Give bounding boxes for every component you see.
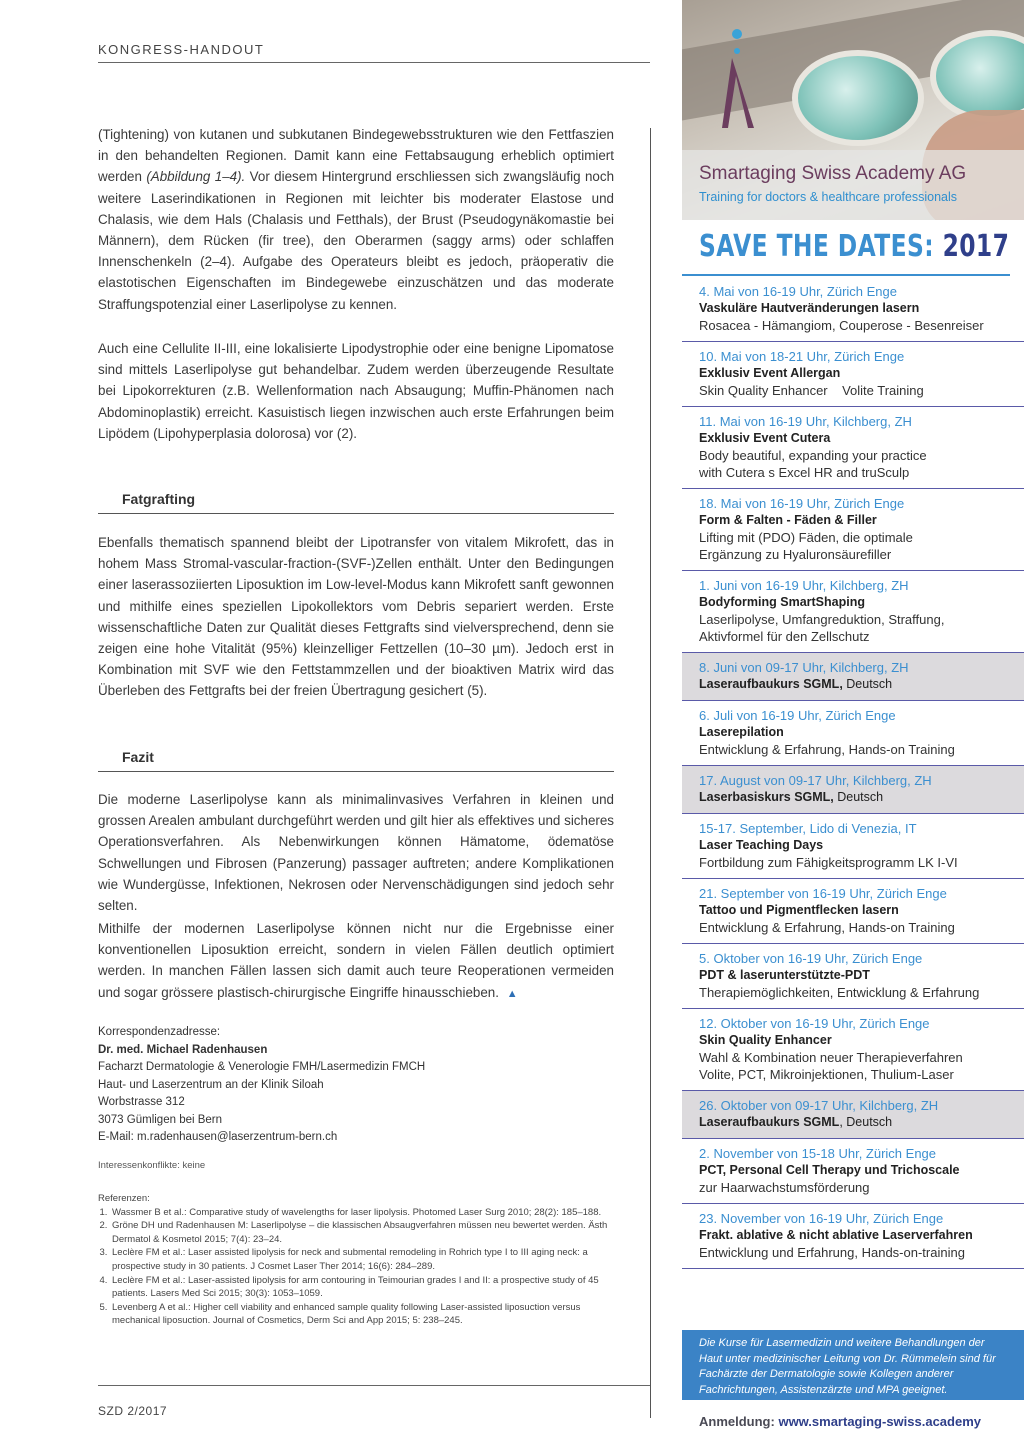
event-list bbox=[682, 277, 1024, 1269]
logo-dot-icon bbox=[732, 29, 742, 39]
event-title-line bbox=[699, 430, 1014, 447]
fazit-paragraph-2 bbox=[98, 918, 614, 1005]
reference-item: 4. Leclère FM et al.: Laser-assisted lipolysis for arm contouring in Teimourian grades I and II: a prospective study of 45 patients. Lasers Med Sci 2015; 30(3): 1053–1059. bbox=[110, 1274, 614, 1301]
address-label: Korrespondenzadresse: bbox=[98, 1026, 221, 1038]
event-title: Vaskuläre Hautveränderungen lasern bbox=[699, 301, 920, 315]
running-head: KONGRESS-HANDOUT bbox=[98, 42, 265, 57]
cellulite-paragraph bbox=[98, 338, 614, 444]
intro-text-2: Vor diesem Hintergrund erschliessen sich zwangsläufig noch weitere Laserindikationen in Regionen mit leichter bis moderater Elastose und Chalasis, wie dem Hals (Chalasis und Fetthals), der Brust (Pseudogynäkomastie bei Männern), dem Rücken (fir tree), den Oberarmen (saggy arms) oder schlaffen Innenschenkeln (2–4). Aufgabe des Operateurs bleibt es jedoch, präoperativ die elastotischen Eigenschaften im Bindegewebe einzuschätzen und das moderate Straffungspotenzial einer Laserlipolyse zu kennen. bbox=[98, 169, 615, 312]
address-street: Worbstrasse 312 bbox=[98, 1096, 185, 1108]
event-title: Exklusiv Event Allergan bbox=[699, 366, 841, 380]
event-item bbox=[682, 766, 1024, 814]
event-date: 12. Oktober von 16-19 Uhr, Zürich Enge bbox=[699, 1016, 930, 1031]
address-email[interactable]: E-Mail: m.radenhausen@laserzentrum-bern.ch bbox=[98, 1131, 338, 1143]
event-date: 2. November von 15-18 Uhr, Zürich Enge bbox=[699, 1146, 937, 1161]
event-title: Exklusiv Event Cutera bbox=[699, 431, 831, 445]
event-title-line bbox=[699, 1114, 1014, 1131]
event-title: PDT & laserunterstützte-PDT bbox=[699, 968, 870, 982]
save-title-text: SAVE THE DATES: bbox=[699, 229, 935, 264]
brand-tagline: Training for doctors & healthcare professionals bbox=[699, 190, 958, 204]
fatgrafting-heading-text: Fatgrafting bbox=[122, 491, 196, 507]
event-title: Form & Falten - Fäden & Filler bbox=[699, 513, 877, 527]
event-title-line bbox=[699, 512, 1014, 529]
event-title-line bbox=[699, 789, 1014, 806]
event-title: Laseraufbaukurs SGML bbox=[699, 1115, 840, 1129]
event-date: 1. Juni von 16-19 Uhr, Kilchberg, ZH bbox=[699, 578, 909, 593]
event-description: Entwicklung und Erfahrung, Hands-on-training bbox=[699, 1245, 965, 1260]
save-title-rule bbox=[682, 274, 1010, 276]
header-rule bbox=[98, 62, 650, 63]
event-item bbox=[682, 1139, 1024, 1204]
event-title: Laserepilation bbox=[699, 725, 784, 739]
intro-paragraph bbox=[98, 124, 614, 315]
event-title-line bbox=[699, 1032, 1014, 1049]
event-item bbox=[682, 879, 1024, 944]
event-description: Entwicklung & Erfahrung, Hands-on Training bbox=[699, 742, 955, 757]
reference-item: 5. Levenberg A et al.: Higher cell viability and enhanced sample quality following Laser-assisted liposuction versus mechanical liposuction. Journal of Cosmetics, Derm Sci and App 2015; 5: 238–245. bbox=[110, 1301, 614, 1328]
logo-dot-small-icon bbox=[734, 48, 740, 54]
end-mark-icon: ▲ bbox=[506, 987, 518, 1000]
event-title-line bbox=[699, 300, 1014, 317]
academy-logo-icon bbox=[704, 58, 764, 128]
event-description: Therapiemöglichkeiten, Entwicklung & Erfahrung bbox=[699, 985, 980, 1000]
event-description: Lifting mit (PDO) Fäden, die optimale Ergänzung zu Hyaluronsäurefiller bbox=[699, 530, 913, 562]
goggle-lens-left bbox=[792, 50, 924, 146]
event-date: 5. Oktober von 16-19 Uhr, Zürich Enge bbox=[699, 951, 923, 966]
address-city: 3073 Gümligen bei Bern bbox=[98, 1113, 223, 1126]
event-title: Frakt. ablative & nicht ablative Laserverfahren bbox=[699, 1228, 973, 1242]
event-date: 17. August von 09-17 Uhr, Kilchberg, ZH bbox=[699, 773, 932, 788]
save-the-dates-title bbox=[699, 229, 1009, 264]
issue-footer: SZD 2/2017 bbox=[98, 1404, 168, 1418]
brand-name: Smartaging Swiss Academy AG bbox=[699, 163, 967, 184]
reference-item: 2. Gröne DH und Radenhausen M: Laserlipolyse – die klassischen Absaugverfahren müssen neu bewertet werden. Ästh Dermatol & Kosmetol 2015; 7(4): 23–24. bbox=[110, 1219, 614, 1246]
event-date: 23. November von 16-19 Uhr, Zürich Enge bbox=[699, 1211, 944, 1226]
registration-line bbox=[699, 1414, 981, 1429]
correspondence-address bbox=[98, 1024, 425, 1147]
event-item bbox=[682, 571, 1024, 653]
event-title-line bbox=[699, 1162, 1014, 1179]
fatgrafting-heading bbox=[98, 491, 614, 514]
event-title: Laser Teaching Days bbox=[699, 838, 824, 852]
figure-reference: (Abbildung 1–4). bbox=[146, 169, 246, 185]
address-institution: Haut- und Laserzentrum an der Klinik Siloah bbox=[98, 1078, 324, 1091]
event-item bbox=[682, 489, 1024, 571]
event-item bbox=[682, 277, 1024, 342]
event-title: Laseraufbaukurs SGML, bbox=[699, 677, 843, 691]
event-title-line bbox=[699, 594, 1014, 611]
event-date: 21. September von 16-19 Uhr, Zürich Enge bbox=[699, 886, 947, 901]
fatgrafting-text: Ebenfalls thematisch spannend bleibt der Lipotransfer von vitalem Mikrofett, das in hohem Mass Stromal-vascular-fraction-(SVF-)Zellen enthält. Unter den Bedingungen einer laserassoziierten Liposuktion im Low-level-Modus kann Mikrofett sanft gewonnen und mithilfe eines speziellen Lipokollektors vom Debris separiert werden. Erste wissenschaftliche Daten zur Qualität dieses Fettgrafts sind vielversprechend, denn sie zeigen eine hohe Vitalität (95%) kleinzelliger Fettzellen (10–30 µm). Jedoch erst in Kombination mit SVF wie den Fettstammzellen und der bioaktiven Matrix wird das Überleben des Fettgrafts bei der freien Übertragung gesichert (5). bbox=[98, 535, 614, 699]
event-item bbox=[682, 653, 1024, 701]
event-item bbox=[682, 701, 1024, 766]
event-description: Skin Quality Enhancer Volite Training bbox=[699, 383, 924, 398]
intro-text-1: (Tightening) von kutanen und subkutanen Bindegewebsstrukturen wie den Fettfaszien in den behandelten Regionen. Damit kann eine Fettabsaugung erheblich optimiert werden bbox=[98, 127, 614, 185]
fazit-text-2: Mithilfe der modernen Laserlipolyse können nicht nur die Ergebnisse einer konventionellen Liposuktion erreicht, sondern in vielen Fällen deutlich optimiert werden. In manchen Fällen lassen sich damit auch teure Reoperationen vermeiden und sogar grössere plastisch-chirurgische Eingriffe hinausschieben. bbox=[98, 921, 614, 1000]
fazit-heading bbox=[98, 749, 614, 772]
event-title: Tattoo und Pigmentflecken lasern bbox=[699, 903, 899, 917]
conflict-of-interest: Interessenkonflikte: keine bbox=[98, 1160, 206, 1171]
event-date: 15-17. September, Lido di Venezia, IT bbox=[699, 821, 917, 836]
fazit-heading-text: Fazit bbox=[122, 749, 154, 765]
event-date: 18. Mai von 16-19 Uhr, Zürich Enge bbox=[699, 496, 905, 511]
event-title-line bbox=[699, 365, 1014, 382]
event-item bbox=[682, 1009, 1024, 1091]
references bbox=[98, 1192, 614, 1328]
register-url[interactable]: www.smartaging-swiss.academy bbox=[778, 1414, 981, 1429]
event-title-line bbox=[699, 724, 1014, 741]
cellulite-text: Auch eine Cellulite II-III, eine lokalisierte Lipodystrophie oder eine benigne Lipomatose sind mittels Laserlipolyse gut behandelbar. Zudem werden überzeugende Resultate bei Lipokorrekturen (z.B. Wellenformation nach Absaugung; Muffin-Phänomen nach Abdominoplastik) erreicht. Kasuistisch liegen inzwischen auch erste Erfahrungen beim Lipödem (Lipohyperplasia dolorosa) vor (2). bbox=[98, 341, 614, 441]
event-item bbox=[682, 814, 1024, 879]
register-label: Anmeldung: bbox=[699, 1414, 775, 1429]
save-title-year: 2017 bbox=[942, 229, 1010, 264]
event-description: zur Haarwachstumsförderung bbox=[699, 1180, 870, 1195]
event-language: , Deutsch bbox=[839, 1115, 893, 1129]
event-date: 6. Juli von 16-19 Uhr, Zürich Enge bbox=[699, 708, 896, 723]
event-title-line bbox=[699, 967, 1014, 984]
event-item bbox=[682, 1204, 1024, 1269]
event-date: 11. Mai von 16-19 Uhr, Kilchberg, ZH bbox=[699, 414, 912, 429]
event-title: Bodyforming SmartShaping bbox=[699, 595, 865, 609]
fazit-text-1: Die moderne Laserlipolyse kann als minimalinvasives Verfahren in kleinen und grossen Arealen ambulant durchgeführt werden und gilt hier als effektives und sicheres Operationsverfahren. Als Nebenwirkungen können Hämatome, ödematöse Schwellungen und Fibrosen (Panzerung) passager auftreten; andere Komplikationen wie Wundergüsse, Infektionen, Nekrosen oder Nervenschädigungen sind jedoch sehr selten. bbox=[98, 792, 614, 914]
reference-item: 3. Leclère FM et al.: Laser assisted lipolysis for neck and submental remodeling in Rohrich type I to III aging neck: a prospective study in 30 patients. J Cosmet Laser Ther 2014; 16(6): 284–289. bbox=[110, 1246, 614, 1273]
reference-item: 1. Wassmer B et al.: Comparative study of wavelengths for laser lipolysis. Photomed Laser Surg 2010; 28(2): 185–188. bbox=[110, 1206, 614, 1220]
address-title: Facharzt Dermatologie & Venerologie FMH/Lasermedizin FMCH bbox=[98, 1061, 426, 1073]
event-description: Body beautiful, expanding your practice with Cutera s Excel HR and truSculp bbox=[699, 448, 927, 480]
event-description: Wahl & Kombination neuer Therapieverfahren Volite, PCT, Mikroinjektionen, Thulium-Laser bbox=[699, 1050, 963, 1082]
address-name: Dr. med. Michael Radenhausen bbox=[98, 1043, 268, 1056]
event-title: Skin Quality Enhancer bbox=[699, 1033, 832, 1047]
event-title-line bbox=[699, 676, 1014, 693]
column-divider bbox=[650, 128, 651, 1418]
event-description: Laserlipolyse, Umfangreduktion, Straffung, Aktivformel für den Zellschutz bbox=[699, 612, 945, 644]
event-item bbox=[682, 407, 1024, 489]
event-description: Fortbildung zum Fähigkeitsprogramm LK I-VI bbox=[699, 855, 958, 870]
footer-rule bbox=[98, 1385, 650, 1386]
event-title-line bbox=[699, 837, 1014, 854]
event-title: Laserbasiskurs SGML, bbox=[699, 790, 834, 804]
event-item bbox=[682, 342, 1024, 407]
references-list bbox=[98, 1206, 614, 1328]
event-description: Entwicklung & Erfahrung, Hands-on Training bbox=[699, 920, 955, 935]
event-title-line bbox=[699, 902, 1014, 919]
references-label: Referenzen: bbox=[98, 1193, 150, 1204]
fatgrafting-paragraph bbox=[98, 532, 614, 702]
event-language: Deutsch bbox=[842, 677, 893, 691]
ad-photo bbox=[682, 0, 1024, 220]
event-language: Deutsch bbox=[833, 790, 884, 804]
event-date: 26. Oktober von 09-17 Uhr, Kilchberg, ZH bbox=[699, 1098, 939, 1113]
event-date: 8. Juni von 09-17 Uhr, Kilchberg, ZH bbox=[699, 660, 909, 675]
event-title: PCT, Personal Cell Therapy und Trichoscale bbox=[699, 1163, 960, 1177]
event-description: Rosacea - Hämangiom, Couperose - Besenreiser bbox=[699, 318, 984, 333]
event-title-line bbox=[699, 1227, 1014, 1244]
event-item bbox=[682, 944, 1024, 1009]
event-item bbox=[682, 1091, 1024, 1139]
fazit-paragraph-1 bbox=[98, 789, 614, 916]
course-info-box: Die Kurse für Lasermedizin und weitere Behandlungen der Haut unter medizinischer Leitung von Dr. Rümmelein sind für Fachärzte der Dermatologie sowie Kollegen anderer Fachrichtungen, Assistenzärzte und MPA geeignet. bbox=[682, 1330, 1024, 1400]
event-date: 10. Mai von 18-21 Uhr, Zürich Enge bbox=[699, 349, 905, 364]
event-date: 4. Mai von 16-19 Uhr, Zürich Enge bbox=[699, 284, 897, 299]
